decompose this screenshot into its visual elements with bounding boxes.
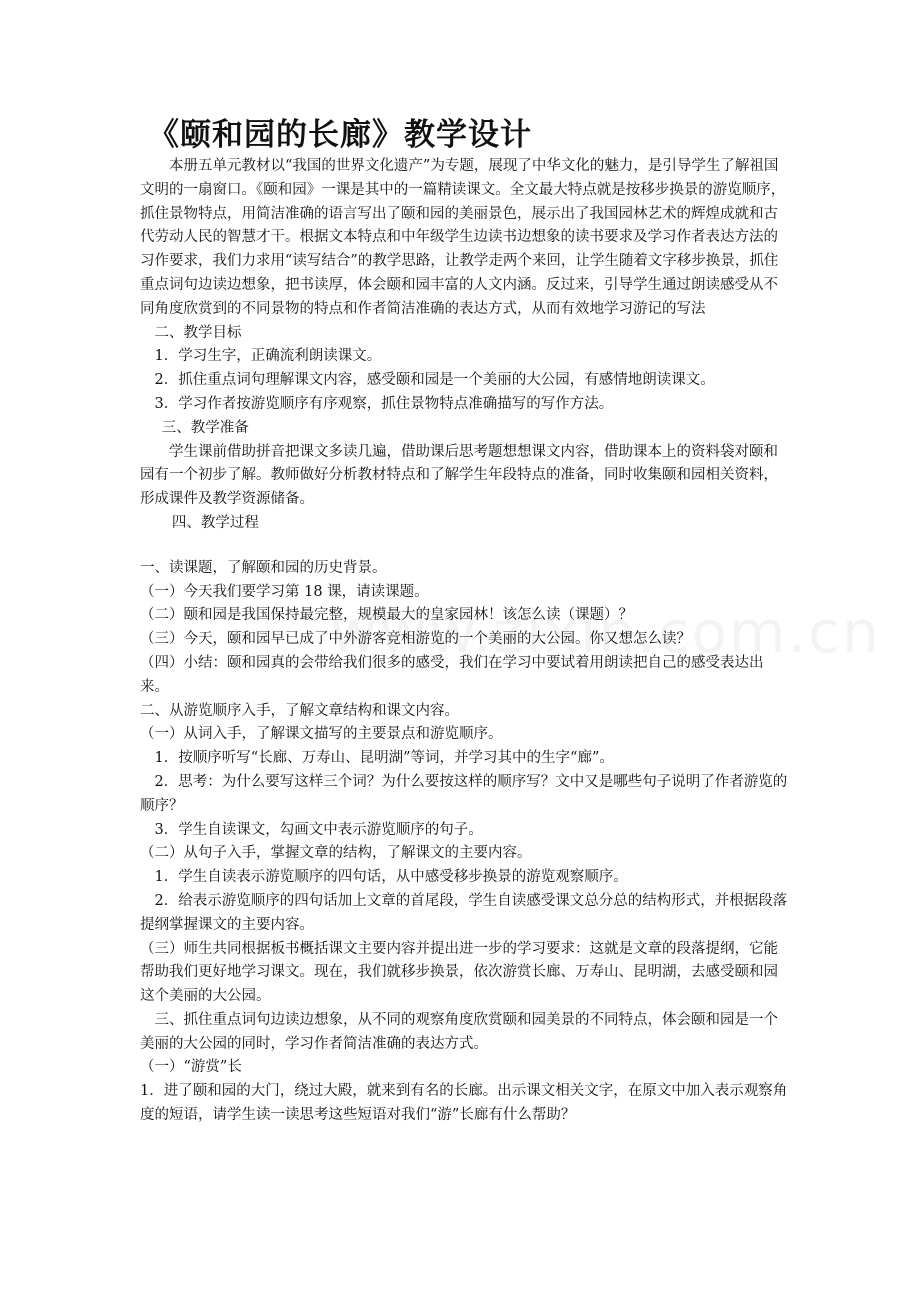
part-2-item: 1．学生自读表示游览顺序的四句话，从中感受移步换景的游览观察顺序。 [154, 869, 628, 886]
part-2-heading: 二、从游览顺序入手，了解文章结构和课文内容。 [140, 702, 459, 719]
part-2-item: 2．思考：为什么要写这样三个词？为什么要按这样的顺序写？文中又是哪些句子说明了作者游览的顺序？ [140, 773, 788, 814]
part-3-subheading: （一）“游赏”长 [140, 1059, 242, 1076]
part-3-heading: 三、抓住重点词句边读边想象，从不同的观察角度欣赏颐和园美景的不同特点，体会颐和园是一个美丽的大公园的同时，学习作者简洁准确的表达方式。 [140, 1011, 778, 1052]
part-1-item: （四）小结：颐和园真的会带给我们很多的感受，我们在学习中要试着用朗读把自己的感受表达出来。 [140, 654, 764, 695]
spacer [140, 536, 788, 557]
part-1-item: （一）今天我们要学习第 18 课，请读课题。 [140, 583, 429, 600]
part-2-item: 3．学生自读课文，勾画文中表示游览顺序的句子。 [154, 821, 483, 838]
part-2-subheading: （二）从句子入手，掌握文章的结构，了解课文的主要内容。 [140, 845, 532, 862]
part-1-item: （三）今天，颐和园早已成了中外游客竞相游览的一个美丽的大公园。你又想怎么读？ [140, 631, 691, 648]
part-1-heading: 一、读课题，了解颐和园的历史背景。 [140, 559, 387, 576]
document-title: 《颐和园的长廊》教学设计 [148, 117, 532, 153]
part-3-item: 1．进了颐和园的大门，绕过大殿，就来到有名的长廊。出示课文相关文字，在原文中加入表示观察角度的短语，请学生读一读思考这些短语对我们“游”长廊有什么帮助？ [140, 1083, 788, 1124]
part-2-subheading: （一）从词入手，了解课文描写的主要景点和游览顺序。 [140, 726, 503, 743]
prep-paragraph: 学生课前借助拼音把课文多读几遍，借助课后思考题想想课文内容，借助课本上的资料袋对颐和园有一个初步了解。教师做好分析教材特点和了解学生年段特点的准备，同时收集颐和园相关资料，形成课件及教学资源储备。 [140, 443, 778, 508]
part-2-item: 1．按顺序听写“长廊、万寿山、昆明湖”等词，并学习其中的生字“廊”。 [154, 750, 614, 767]
part-2-subheading: （三）师生共同根据板书概括课文主要内容并提出进一步的学习要求：这就是文章的段落提纲，它能帮助我们更好地学习课文。现在，我们就移步换景，依次游赏长廊、万寿山、昆明湖，去感受颐和园这个美丽的大公园。 [140, 940, 778, 1005]
intro-paragraph: 本册五单元教材以“我国的世界文化遗产”为专题，展现了中华文化的魅力，是引导学生了解祖国文明的一扇窗口。《颐和园》一课是其中的一篇精读课文。全文最大特点就是按移步换景的游览顺序，抓住景物特点，用简洁准确的语言写出了颐和园的美丽景色，展示出了我国园林艺术的辉煌成就和古代劳动人民的智慧才干。根据文本特点和中年级学生边读书边想象的读书要求及学习作者表达方法的习作要求，我们力求用“读写结合”的教学思路，让教学走两个来回，让学生随着文字移步换景，抓住重点词句边读边想象，把书读厚，体会颐和园丰富的人文内涵。反过来，引导学生通过朗读感受从不同角度欣赏到的不同景物的特点和作者简洁准确的表达方式，从而有效地学习游记的写法 [140, 158, 786, 317]
part-2-item: 2．给表示游览顺序的四句话加上文章的首尾段，学生自读感受课文总分总的结构形式，并根据段落提纲掌握课文的主要内容。 [140, 892, 788, 933]
section-heading-prep: 三、教学准备 [161, 419, 249, 436]
section-heading-goals: 二、教学目标 [154, 324, 242, 341]
document-body [140, 155, 788, 1128]
section-heading-process: 四、教学过程 [171, 514, 259, 531]
goal-item: 1．学习生字，正确流利朗读课文。 [154, 348, 382, 365]
part-1-item: （二）颐和园是我国保持最完整，规模最大的皇家园林！该怎么读（课题）？ [140, 607, 633, 624]
goal-item: 2．抓住重点词句理解课文内容，感受颐和园是一个美丽的大公园，有感情地朗读课文。 [154, 372, 715, 389]
goal-item: 3．学习作者按游览顺序有序观察，抓住景物特点准确描写的写作方法。 [154, 395, 614, 412]
